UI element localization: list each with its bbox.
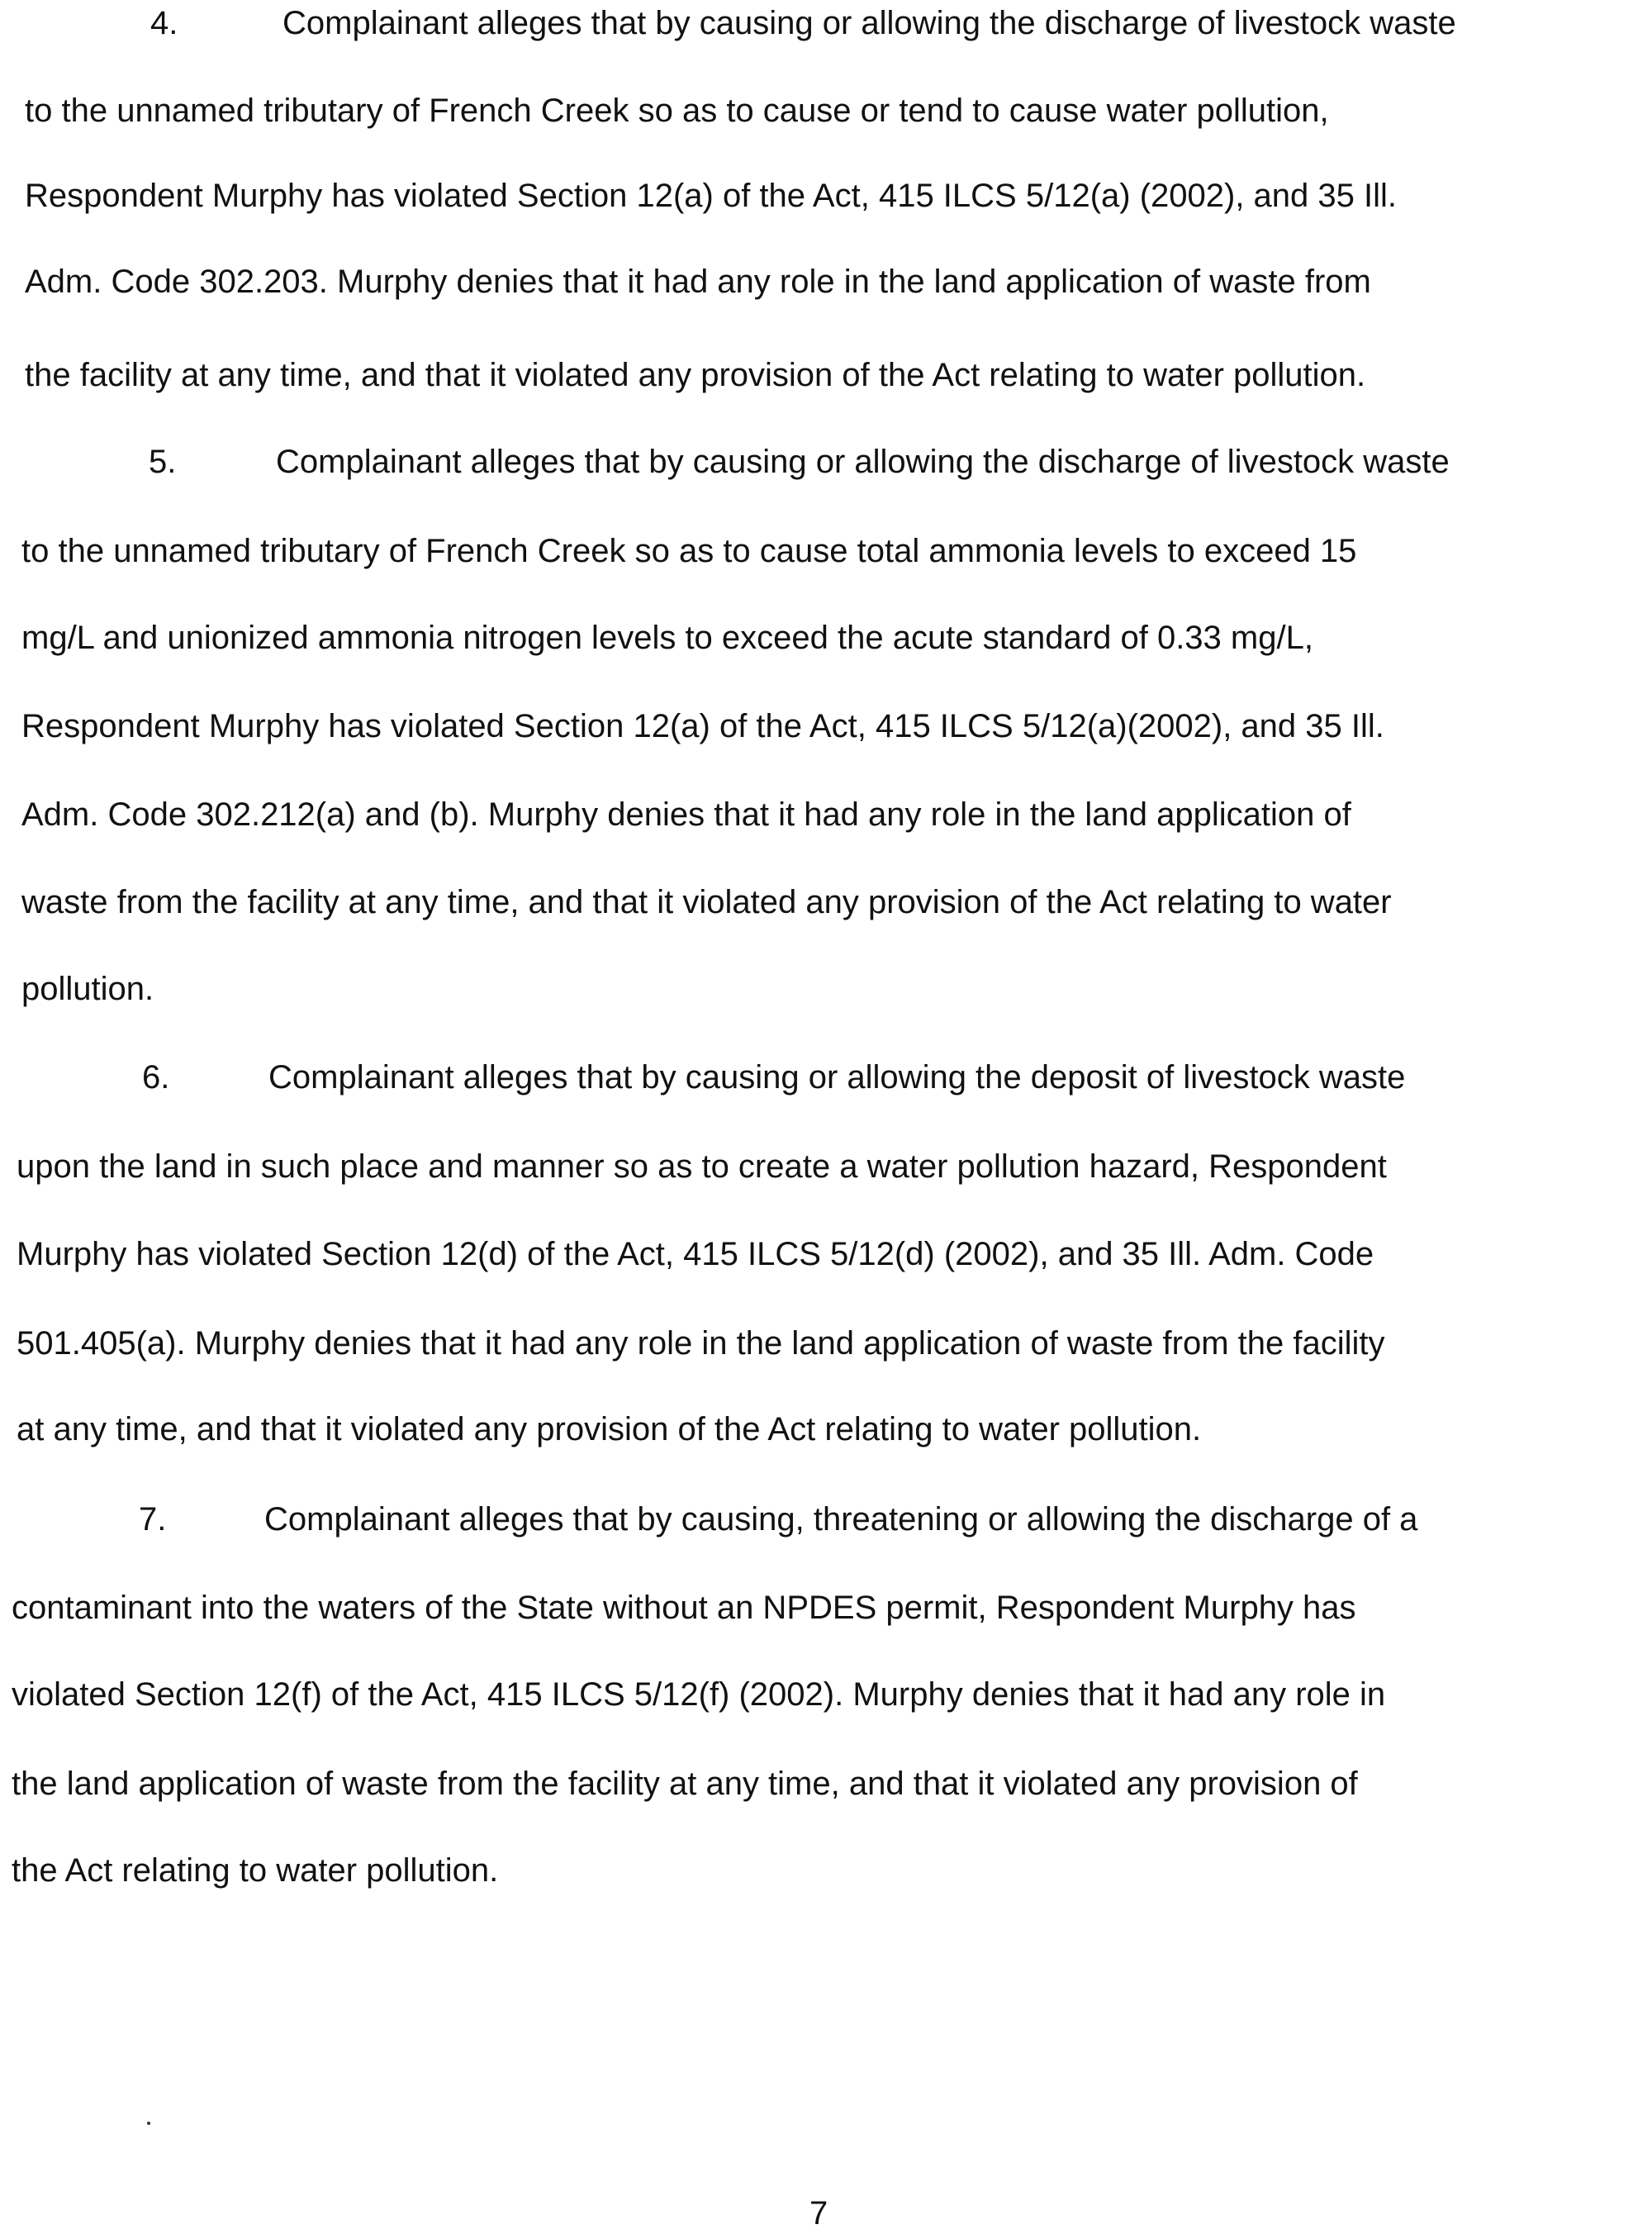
paragraph-line: Complainant alleges that by causing, threatening or allowing the discharge of a (264, 1501, 1418, 1538)
paragraph-line: contaminant into the waters of the State without an NPDES permit, Respondent Murphy has (12, 1590, 1356, 1626)
paragraph-line: pollution. (21, 971, 154, 1007)
paragraph-line: the land application of waste from the facility at any time, and that it violated any provision of (12, 1766, 1358, 1802)
paragraph-number: 6. (142, 1059, 170, 1096)
paragraph-line: at any time, and that it violated any provision of the Act relating to water pollution. (17, 1411, 1202, 1447)
paragraph-line: Respondent Murphy has violated Section 12(a) of the Act, 415 ILCS 5/12(a) (2002), and 35 Ill. (25, 178, 1397, 214)
paragraph-line: Complainant alleges that by causing or allowing the deposit of livestock waste (268, 1059, 1406, 1096)
paragraph-number: 5. (149, 444, 177, 480)
paragraph-line: Adm. Code 302.203. Murphy denies that it had any role in the land application of waste from (25, 264, 1371, 300)
paragraph-line: Adm. Code 302.212(a) and (b). Murphy denies that it had any role in the land application of (21, 796, 1351, 833)
scan-speck (147, 2122, 150, 2125)
paragraph-line: the facility at any time, and that it violated any provision of the Act relating to water pollution. (25, 357, 1366, 393)
paragraph-line: Complainant alleges that by causing or allowing the discharge of livestock waste (282, 5, 1456, 41)
paragraph-line: upon the land in such place and manner so as to create a water pollution hazard, Respondent (17, 1148, 1387, 1185)
paragraph-line: to the unnamed tributary of French Creek so as to cause or tend to cause water pollution, (25, 93, 1329, 129)
paragraph-line: 501.405(a). Murphy denies that it had any role in the land application of waste from the facility (17, 1325, 1385, 1362)
paragraph-line: violated Section 12(f) of the Act, 415 ILCS 5/12(f) (2002). Murphy denies that it had any role in (12, 1676, 1386, 1713)
page-number: 7 (809, 2195, 828, 2232)
paragraph-line: mg/L and unionized ammonia nitrogen levels to exceed the acute standard of 0.33 mg/L, (21, 620, 1313, 656)
paragraph-line: Complainant alleges that by causing or allowing the discharge of livestock waste (276, 444, 1450, 480)
paragraph-number: 7. (139, 1501, 167, 1538)
paragraph-line: Murphy has violated Section 12(d) of the Act, 415 ILCS 5/12(d) (2002), and 35 Ill. Adm. Code (17, 1236, 1374, 1272)
paragraph-line: to the unnamed tributary of French Creek so as to cause total ammonia levels to exceed 15 (21, 533, 1357, 569)
paragraph-line: Respondent Murphy has violated Section 12(a) of the Act, 415 ILCS 5/12(a)(2002), and 35 Ill. (21, 708, 1384, 744)
paragraph-line: the Act relating to water pollution. (12, 1852, 499, 1889)
paragraph-line: waste from the facility at any time, and that it violated any provision of the Act relating to water (21, 884, 1392, 920)
paragraph-number: 4. (150, 5, 178, 41)
